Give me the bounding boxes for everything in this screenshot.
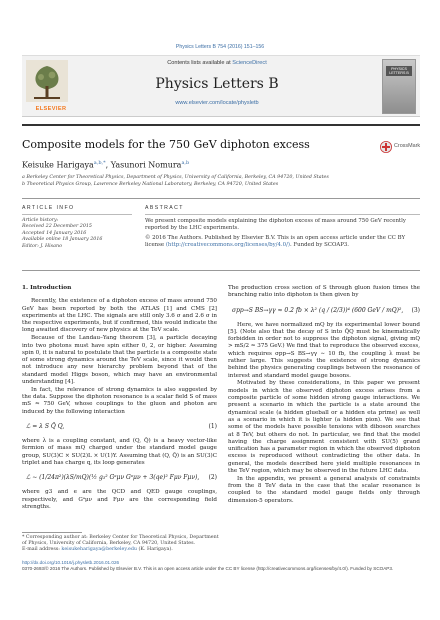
journal-cover-thumbnail[interactable]	[382, 59, 416, 114]
author-marks[interactable]: a,b,*	[93, 160, 106, 166]
paragraph: Recently, the existence of a diphoton excess of mass around 750 GeV has been reported by both the ATLAS [1] and CMS [2] experiments at the LHC. The signals are still only 3.6 σ and 2.6 σ in the respective experiments, but if confirmed, this would indicate the long awaited discovery of new physics at the TeV scale.	[22, 298, 217, 334]
corresponding-author-note: * Corresponding author at: Berkeley Center for Theoretical Physics, Department of Physics, University of California, Berkeley, CA 94720, United States.	[22, 535, 219, 546]
equation-2	[22, 470, 217, 486]
author-name[interactable]: Yasunori Nomura	[110, 160, 182, 170]
license-text: © 2016 The Authors. Published by Elsevier B.V. This is an open access article under the CC BY license	[145, 235, 406, 248]
author-marks[interactable]: a,b	[181, 160, 190, 166]
equation-body: σpp→S BS→γγ ≈ 0.2 fb × λ² (q / (2/3))⁴ (600 GeV / mQ)²,	[232, 306, 404, 314]
email-prefix: E-mail address:	[22, 547, 62, 552]
equation-3	[228, 303, 420, 319]
abstract-divider	[22, 270, 420, 271]
editor: Editor: J. Hisano	[22, 243, 62, 249]
title-rule	[22, 124, 420, 126]
body-left-column	[22, 285, 217, 512]
paper-title: Composite models for the 750 GeV diphoton excess	[22, 138, 310, 151]
paragraph: Motivated by these considerations, in this paper we present models in which the observed diphoton excess arises from a composite particle of some hidden strong gauge interactions. We present a scenario in which the particle is a state around the dynamical scale (a hidden glueball or a hidden eta prime) as well as a scenario in which it is lighter (a hidden pion). We see that some of the models have possible tensions with diboson searches at 8 TeV, but others do not. In particular, we find that the model having the charge assignment consistent with SU(5) grand unification has a parameter region in which the observed diphoton excess is reproduced without contradicting the other data. In general, the models described here yield multiple resonances in the TeV region, which may be observed in the future LHC data.	[228, 380, 420, 475]
affiliation-b: b Theoretical Physics Group, Lawrence Berkeley National Laboratory, Berkeley, CA 94720, United States	[22, 182, 279, 187]
article-info-heading: ARTICLE INFO	[22, 205, 132, 215]
abstract-heading: ABSTRACT	[145, 205, 420, 215]
author-list: Keisuke Harigaya$^{a,b,*}$, Yasunori Nomura$^{a,b}$	[22, 160, 190, 170]
footer-license: 0370-2693/© 2016 The Authors. Published by Elsevier B.V. This is an open access article under the CC BY license (http://creativecommons.org/licenses/by/4.0/). Funded by SCOAP3.	[22, 566, 394, 571]
footnote	[22, 535, 222, 553]
contents-prefix: Contents lists available at	[167, 60, 233, 66]
journal-masthead	[22, 55, 420, 117]
equation-body: ℒ ∼ (1/24π²)(λS/mQ)(½ g₃² Gᵃμν Gᵃμν + 3(qe)² Fμν Fμν),	[26, 474, 200, 482]
equation-number: (3)	[411, 306, 420, 314]
abstract-text: We present composite models explaining the diphoton excess of mass around 750 GeV recently reported by the LHC experiments.	[145, 218, 406, 231]
elsevier-wordmark: ELSEVIER	[35, 106, 67, 112]
equation-number: (1)	[208, 423, 217, 431]
homepage-link[interactable]: www.elsevier.com/locate/physletb	[175, 100, 259, 106]
accepted-date: Accepted 14 January 2016	[22, 230, 87, 236]
crossmark-label: CrossMark	[394, 143, 421, 149]
license-link[interactable]: (http://creativecommons.org/licenses/by/4.0/)	[165, 242, 290, 248]
paragraph: Because of the Landau–Yang theorem [3], a particle decaying into two photons must have spin either 0, 2, or higher. Assuming spin 0, it is natural to postulate that the particle is a composite state of some strong dynamics around the TeV scale, since it would then not introduce any new hierarchy problem beyond that of the standard model Higgs boson, which may have an environmental understanding [4].	[22, 335, 217, 386]
online-date: Available online 18 January 2016	[22, 237, 103, 243]
elsevier-logo[interactable]	[26, 60, 68, 110]
equation-number: (2)	[208, 474, 217, 482]
journal-name: Physics Letters B	[155, 76, 279, 92]
author-name[interactable]: Keisuke Harigaya	[22, 160, 94, 170]
footnote-rule	[22, 532, 82, 533]
received-date: Received 22 December 2015	[22, 224, 92, 230]
abstract	[145, 205, 420, 249]
paragraph: where g3 and e are the QCD and QED gauge couplings, respectively, and Gᵃμν and Fμν are the corresponding field strengths.	[22, 489, 217, 510]
elsevier-tree-icon	[26, 60, 68, 102]
cover-title: PHYSICS LETTERS B	[389, 67, 409, 75]
article-info	[22, 205, 132, 250]
equation-body: ℒ = λ S Q̄ Q,	[26, 423, 65, 431]
sciencedirect-link[interactable]: ScienceDirect	[232, 60, 267, 66]
doi-link[interactable]: http://dx.doi.org/10.1016/j.physletb.2016.01.026	[22, 560, 120, 565]
abstract-license	[145, 235, 420, 249]
journal-reference[interactable]: Physics Letters B 754 (2016) 151–156	[175, 44, 265, 50]
crossmark-icon	[380, 141, 392, 153]
page-footer	[22, 560, 420, 572]
article-history-label: Article history:	[22, 218, 59, 223]
paragraph: where λ is a coupling constant, and (Q, Q̄) is a heavy vector-like fermion of mass mQ charged under the standard model gauge group, SU(3)C × SU(2)L × U(1)Y. Assuming that (Q, Q̄) is an SU(3)C triplet and has charge q, its loop generates	[22, 438, 217, 466]
email-link[interactable]: keisukeharigaya@berkeley.edu	[61, 547, 137, 552]
paragraph: Here, we have normalized mQ by its experimental lower bound [5]. (Note also that the decay of S into Q̄Q must be kinematically forbidden in order not to suppress the diphoton signal, giving mQ > mS/2 ≃ 375 GeV.) We find that to reproduce the observed excess, which requires σpp→S BS→γγ ∼ 10 fb, the coupling λ must be rather large. This suggests the existence of strong dynamics behind the physics generating couplings between the resonance of interest and standard model gauge bosons.	[228, 321, 421, 379]
crossmark-badge[interactable]	[380, 140, 420, 154]
paragraph: In fact, the relevance of strong dynamics is also suggested by the data. Suppose the diphoton resonance is a scalar field S of mass mS ≈ 750 GeV, whose couplings to the gluon and photon are induced by the following interaction	[22, 386, 217, 415]
equation-1	[22, 419, 217, 435]
affiliation-a: a Berkeley Center for Theoretical Physics, Department of Physics, University of California, Berkeley, CA 94720, United States	[22, 175, 329, 180]
journal-homepage	[82, 100, 352, 106]
body-right-column	[228, 285, 420, 506]
header-divider	[22, 198, 420, 199]
paragraph: In the appendix, we present a general analysis of constraints from the 8 TeV data in the case that the scalar resonance is coupled to the standard model gauge fields only through dimension-5 operators.	[228, 475, 420, 504]
email-suffix: (K. Harigaya).	[137, 547, 173, 552]
funded-text: . Funded by SCOAP3.	[290, 242, 350, 248]
paragraph: The production cross section of S through gluon fusion times the branching ratio into diphoton is then given by	[228, 285, 420, 299]
email-line	[22, 547, 222, 553]
contents-availability	[82, 60, 352, 66]
section-heading: 1. Introduction	[22, 285, 72, 291]
affiliations	[22, 174, 420, 188]
